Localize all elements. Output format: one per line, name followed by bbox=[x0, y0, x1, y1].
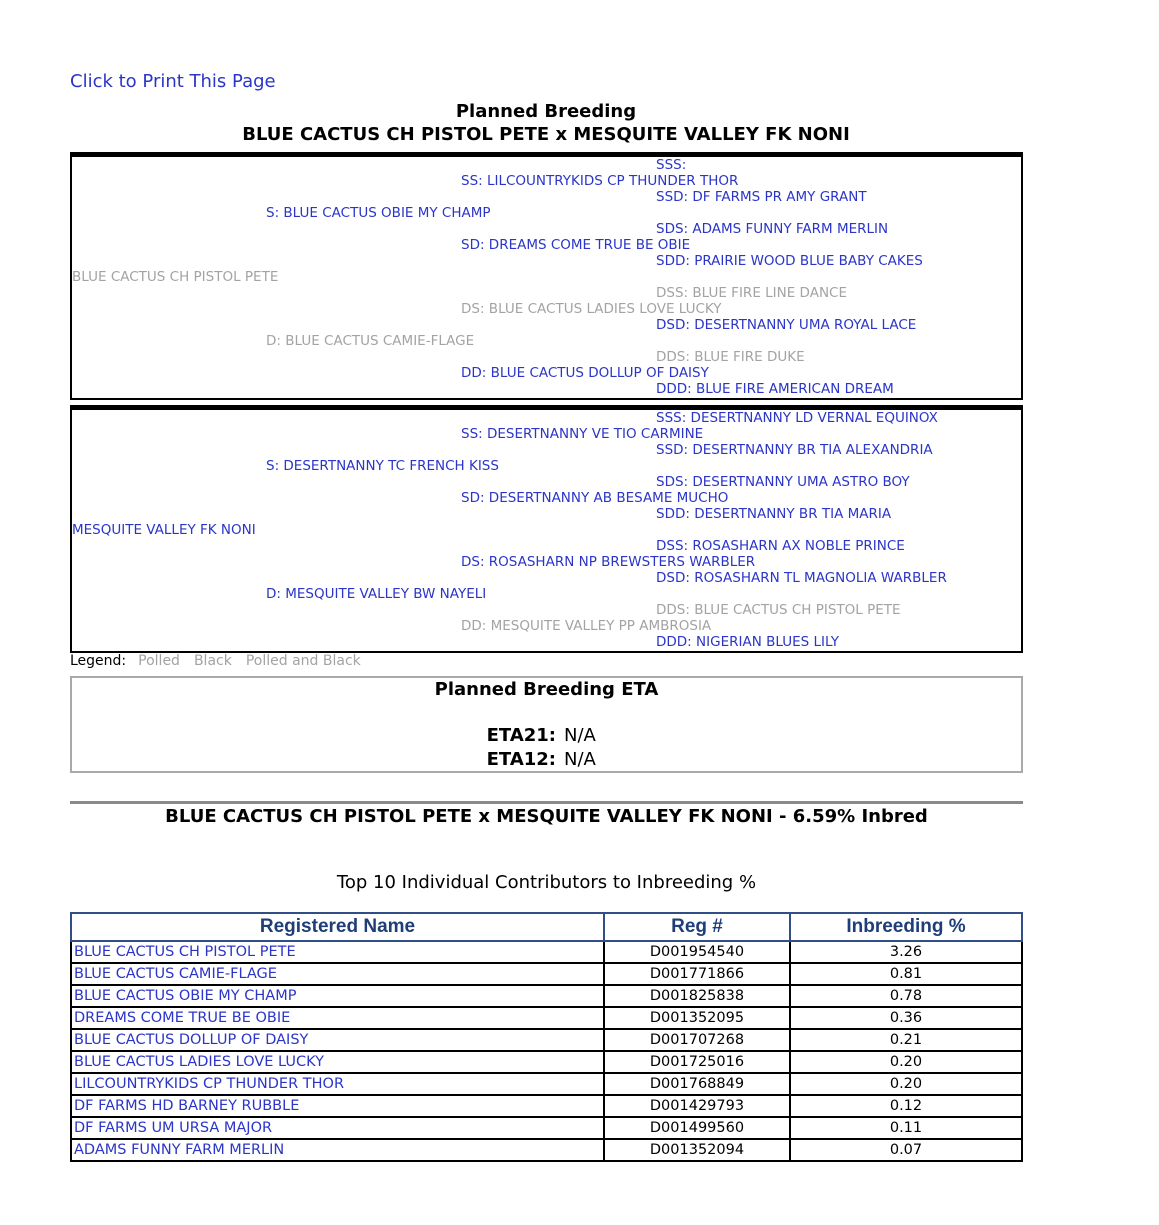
legend bbox=[70, 653, 375, 670]
dam-ped-sd[interactable]: SD: DESERTNANNY AB BESAME MUCHO bbox=[461, 490, 729, 506]
reg-number-cell: D001352094 bbox=[604, 1139, 790, 1161]
table-row bbox=[71, 1095, 1022, 1117]
dam-ped-ss[interactable]: SS: DESERTNANNY VE TIO CARMINE bbox=[461, 426, 704, 442]
dam-ped-animal: MESQUITE VALLEY FK NONI bbox=[72, 522, 256, 538]
inbreeding-pct-cell: 0.20 bbox=[790, 1073, 1022, 1095]
legend-polled: Polled bbox=[138, 653, 180, 669]
legend-polled-and-black: Polled and Black bbox=[245, 653, 361, 669]
inbreeding-pct-cell: 0.21 bbox=[790, 1029, 1022, 1051]
contributor-name-link[interactable]: DREAMS COME TRUE BE OBIE bbox=[74, 1010, 291, 1026]
dam-ped-dsd[interactable]: DSD: ROSASHARN TL MAGNOLIA WARBLER bbox=[656, 570, 947, 586]
eta12-row bbox=[470, 749, 596, 771]
reg-number-cell: D001825838 bbox=[604, 985, 790, 1007]
contributor-name-link[interactable]: BLUE CACTUS OBIE MY CHAMP bbox=[74, 988, 297, 1004]
reg-number-cell: D001768849 bbox=[604, 1073, 790, 1095]
dam-ped-d[interactable]: D: MESQUITE VALLEY BW NAYELI bbox=[266, 586, 487, 602]
inbreeding-pct-cell: 3.26 bbox=[790, 941, 1022, 963]
dam-ped-ddd[interactable]: DDD: NIGERIAN BLUES LILY bbox=[656, 634, 839, 650]
section-divider bbox=[70, 801, 1023, 804]
contributor-name-link[interactable]: DF FARMS UM URSA MAJOR bbox=[74, 1120, 273, 1136]
sire-ped-dsd[interactable]: DSD: DESERTNANNY UMA ROYAL LACE bbox=[656, 317, 917, 333]
table-row bbox=[71, 1073, 1022, 1095]
column-header-reg-number: Reg # bbox=[604, 913, 790, 941]
table-row bbox=[71, 1117, 1022, 1139]
contributor-name-link[interactable]: ADAMS FUNNY FARM MERLIN bbox=[74, 1142, 285, 1158]
dam-ped-sss[interactable]: SSS: DESERTNANNY LD VERNAL EQUINOX bbox=[656, 410, 938, 426]
table-row bbox=[71, 941, 1022, 963]
eta12-value: N/A bbox=[564, 749, 596, 770]
legend-black: Black bbox=[193, 653, 232, 669]
sire-ped-dd[interactable]: DD: BLUE CACTUS DOLLUP OF DAISY bbox=[461, 365, 709, 381]
contributor-name-link[interactable]: BLUE CACTUS DOLLUP OF DAISY bbox=[74, 1032, 309, 1048]
print-page-link[interactable]: Click to Print This Page bbox=[70, 71, 276, 92]
inbreeding-title: BLUE CACTUS CH PISTOL PETE x MESQUITE VALLEY FK NONI - 6.59% Inbred bbox=[165, 806, 928, 827]
sire-ped-sds[interactable]: SDS: ADAMS FUNNY FARM MERLIN bbox=[656, 221, 889, 237]
inbreeding-pct-cell: 0.07 bbox=[790, 1139, 1022, 1161]
sire-ped-dds[interactable]: DDS: BLUE FIRE DUKE bbox=[656, 349, 805, 365]
sire-ped-sss[interactable]: SSS: bbox=[656, 157, 687, 173]
inbreeding-pct-cell: 0.11 bbox=[790, 1117, 1022, 1139]
dam-ped-s[interactable]: S: DESERTNANNY TC FRENCH KISS bbox=[266, 458, 499, 474]
table-row bbox=[71, 1007, 1022, 1029]
eta-title: Planned Breeding ETA bbox=[434, 679, 659, 700]
eta21-row bbox=[470, 725, 596, 747]
legend-label: Legend: bbox=[70, 653, 127, 669]
eta21-value: N/A bbox=[564, 725, 596, 746]
sire-ped-sdd[interactable]: SDD: PRAIRIE WOOD BLUE BABY CAKES bbox=[656, 253, 923, 269]
sire-ped-dss[interactable]: DSS: BLUE FIRE LINE DANCE bbox=[656, 285, 848, 301]
inbreeding-pct-cell: 0.12 bbox=[790, 1095, 1022, 1117]
dam-ped-sds[interactable]: SDS: DESERTNANNY UMA ASTRO BOY bbox=[656, 474, 910, 490]
table-row bbox=[71, 963, 1022, 985]
dam-ped-ssd[interactable]: SSD: DESERTNANNY BR TIA ALEXANDRIA bbox=[656, 442, 933, 458]
contributor-name-link[interactable]: DF FARMS HD BARNEY RUBBLE bbox=[74, 1098, 300, 1114]
dam-ped-ds[interactable]: DS: ROSASHARN NP BREWSTERS WARBLER bbox=[461, 554, 756, 570]
sire-ped-ds[interactable]: DS: BLUE CACTUS LADIES LOVE LUCKY bbox=[461, 301, 722, 317]
table-row bbox=[71, 985, 1022, 1007]
dam-ped-sdd[interactable]: SDD: DESERTNANNY BR TIA MARIA bbox=[656, 506, 892, 522]
eta21-label: ETA21: bbox=[486, 725, 556, 746]
sire-ped-animal: BLUE CACTUS CH PISTOL PETE bbox=[72, 269, 279, 285]
contributor-name-link[interactable]: BLUE CACTUS LADIES LOVE LUCKY bbox=[74, 1054, 324, 1070]
reg-number-cell: D001954540 bbox=[604, 941, 790, 963]
sire-ped-ssd[interactable]: SSD: DF FARMS PR AMY GRANT bbox=[656, 189, 867, 205]
reg-number-cell: D001725016 bbox=[604, 1051, 790, 1073]
dam-ped-dss[interactable]: DSS: ROSASHARN AX NOBLE PRINCE bbox=[656, 538, 905, 554]
sire-ped-s[interactable]: S: BLUE CACTUS OBIE MY CHAMP bbox=[266, 205, 491, 221]
eta12-label: ETA12: bbox=[486, 749, 556, 770]
reg-number-cell: D001499560 bbox=[604, 1117, 790, 1139]
reg-number-cell: D001707268 bbox=[604, 1029, 790, 1051]
inbreeding-pct-cell: 0.78 bbox=[790, 985, 1022, 1007]
table-row bbox=[71, 1051, 1022, 1073]
pairing-title: BLUE CACTUS CH PISTOL PETE x MESQUITE VALLEY FK NONI bbox=[242, 124, 850, 145]
sire-ped-d[interactable]: D: BLUE CACTUS CAMIE-FLAGE bbox=[266, 333, 475, 349]
sire-ped-ss[interactable]: SS: LILCOUNTRYKIDS CP THUNDER THOR bbox=[461, 173, 739, 189]
dam-ped-dd[interactable]: DD: MESQUITE VALLEY PP AMBROSIA bbox=[461, 618, 712, 634]
inbreeding-pct-cell: 0.20 bbox=[790, 1051, 1022, 1073]
column-header-inbreeding-pct: Inbreeding % bbox=[790, 913, 1022, 941]
sire-ped-sd[interactable]: SD: DREAMS COME TRUE BE OBIE bbox=[461, 237, 691, 253]
column-header-registered-name: Registered Name bbox=[71, 913, 604, 941]
reg-number-cell: D001771866 bbox=[604, 963, 790, 985]
contributor-name-link[interactable]: BLUE CACTUS CAMIE-FLAGE bbox=[74, 966, 277, 982]
contributor-name-link[interactable]: BLUE CACTUS CH PISTOL PETE bbox=[74, 944, 296, 960]
inbreeding-pct-cell: 0.81 bbox=[790, 963, 1022, 985]
reg-number-cell: D001429793 bbox=[604, 1095, 790, 1117]
inbreeding-pct-cell: 0.36 bbox=[790, 1007, 1022, 1029]
table-row bbox=[71, 1029, 1022, 1051]
contributors-table bbox=[70, 912, 1023, 1162]
sire-ped-ddd[interactable]: DDD: BLUE FIRE AMERICAN DREAM bbox=[656, 381, 894, 397]
page-title: Planned Breeding bbox=[455, 101, 637, 122]
reg-number-cell: D001352095 bbox=[604, 1007, 790, 1029]
table-header-row bbox=[71, 913, 1022, 941]
contributor-name-link[interactable]: LILCOUNTRYKIDS CP THUNDER THOR bbox=[74, 1076, 345, 1092]
table-row bbox=[71, 1139, 1022, 1161]
contributors-subtitle: Top 10 Individual Contributors to Inbreeding % bbox=[336, 872, 757, 893]
dam-ped-dds[interactable]: DDS: BLUE CACTUS CH PISTOL PETE bbox=[656, 602, 901, 618]
